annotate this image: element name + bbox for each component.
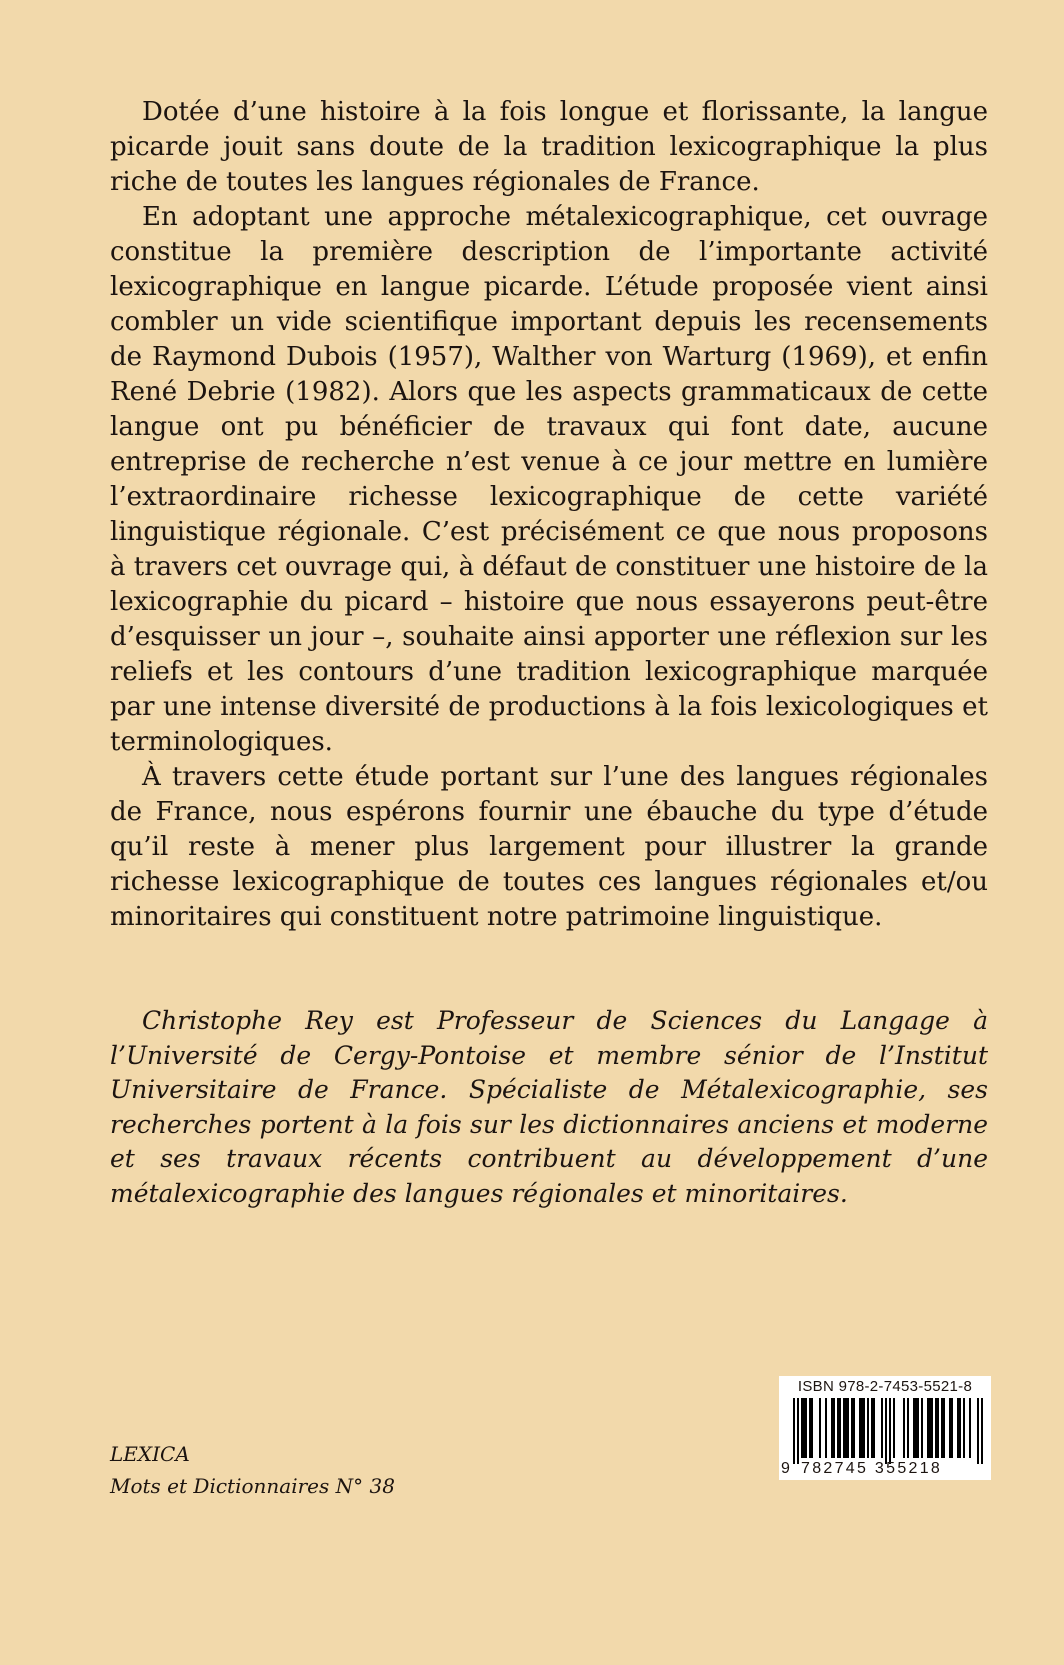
barcode-bar — [935, 1398, 937, 1458]
paragraph-1: Dotée d’une histoire à la fois longue et florissante, la langue picarde jouit sans doute de la tradition lexicographique la plus riche de toutes les langues régionales de France. — [110, 97, 988, 197]
series-name: LEXICA — [110, 1442, 190, 1466]
series-info — [110, 1438, 395, 1502]
isbn-label: ISBN 978-2-7453-5521-8 — [797, 1378, 973, 1395]
barcode-guard-bar — [889, 1398, 891, 1464]
barcode-bar — [941, 1398, 943, 1458]
barcode-bar — [907, 1398, 909, 1458]
barcode-bar — [867, 1398, 869, 1458]
barcode-bar — [811, 1398, 813, 1458]
barcode-bar — [833, 1398, 835, 1458]
barcode-bar — [839, 1398, 841, 1458]
barcode-bars — [779, 1398, 991, 1464]
barcode-bar — [951, 1398, 953, 1458]
paragraph-2: En adoptant une approche métalexicographique, cet ouvrage constitue la première description de l’importante activité lexicographique en langue picarde. L’étude proposée vient ainsi combler un vide scientifique important depuis les recensements de Raymond Dubois (1957), Walther von Warturg (1969), et enfin René Debrie (1982). Alors que les aspects grammaticaux de cette langue ont pu bénéficier de travaux qui font date, aucune entreprise de recherche n’est venue à ce jour mettre en lumière l’extraordinaire richesse lexicographique de cette variété linguistique régionale. C’est précisément ce que nous proposons à travers cet ouvrage qui, à défaut de constituer une histoire de la lexicographie du picard – histoire que nous essayerons peut-être d’esquisser un jour –, souhaite ainsi apporter une réflexion sur les reliefs et les contours d’une tradition lexicographique marquée par une intense diversité de productions à la fois lexicologiques et terminologiques. — [110, 202, 988, 757]
barcode-bar — [851, 1398, 853, 1458]
barcode-bar — [917, 1398, 919, 1458]
barcode-bar — [963, 1398, 965, 1458]
ean-digits — [779, 1459, 991, 1479]
barcode-bar — [959, 1398, 961, 1458]
barcode-bar — [801, 1398, 803, 1458]
barcode-bar — [927, 1398, 929, 1458]
barcode-bar — [825, 1398, 827, 1458]
barcode-guard-bar — [981, 1398, 983, 1464]
barcode-bar — [871, 1398, 873, 1458]
barcode-bar — [949, 1398, 951, 1458]
series-subtitle: Mots et Dictionnaires N° 38 — [110, 1474, 395, 1498]
ean-rest-digits: 782745 355218 — [801, 1460, 943, 1477]
barcode-bar — [943, 1398, 945, 1458]
barcode-bar — [915, 1398, 917, 1458]
ean-first-digit: 9 — [781, 1460, 790, 1477]
barcode-bar — [921, 1398, 923, 1458]
barcode-bar — [893, 1398, 895, 1458]
barcode-bar — [847, 1398, 849, 1458]
barcode-guard-bar — [793, 1398, 795, 1464]
barcode-bar — [863, 1398, 865, 1458]
barcode — [779, 1376, 991, 1480]
barcode-bar — [931, 1398, 933, 1458]
barcode-bar — [873, 1398, 875, 1458]
barcode-bar — [803, 1398, 805, 1458]
barcode-bar — [861, 1398, 863, 1458]
author-bio: Christophe Rey est Professeur de Sciences du Langage à l’Université de Cergy-Pontoise et membre sénior de l’Institut Universitaire de France. Spécialiste de Métalexicographie, ses recherches portent à la fois sur les dictionnaires anciens et moderne et ses travaux récents contribuent au développement d’une métalexicographie des langues régionales et minoritaires. — [110, 1006, 988, 1208]
paragraph-3: À travers cette étude portant sur l’une des langues régionales de France, nous espérons fournir une ébauche du type d’étude qu’il reste à mener plus largement pour illustrer la grande richesse lexicographique de toutes ces langues régionales et/ou minoritaires qui constituent notre patrimoine linguistique. — [110, 762, 988, 932]
barcode-bar — [805, 1398, 807, 1458]
barcode-bar — [881, 1398, 883, 1458]
barcode-bar — [929, 1398, 931, 1458]
barcode-bar — [837, 1398, 839, 1458]
barcode-bar — [845, 1398, 847, 1458]
barcode-bar — [809, 1398, 811, 1458]
barcode-bar — [843, 1398, 845, 1458]
barcode-guard-bar — [977, 1398, 979, 1464]
barcode-bar — [969, 1398, 971, 1458]
barcode-bar — [957, 1398, 959, 1458]
barcode-bar — [913, 1398, 915, 1458]
barcode-bar — [859, 1398, 861, 1458]
barcode-bar — [937, 1398, 939, 1458]
barcode-guard-bar — [885, 1398, 887, 1464]
barcode-bar — [831, 1398, 833, 1458]
barcode-bar — [853, 1398, 855, 1458]
barcode-bar — [819, 1398, 821, 1458]
description-text — [110, 95, 988, 935]
barcode-bar — [903, 1398, 905, 1458]
barcode-guard-bar — [797, 1398, 799, 1464]
